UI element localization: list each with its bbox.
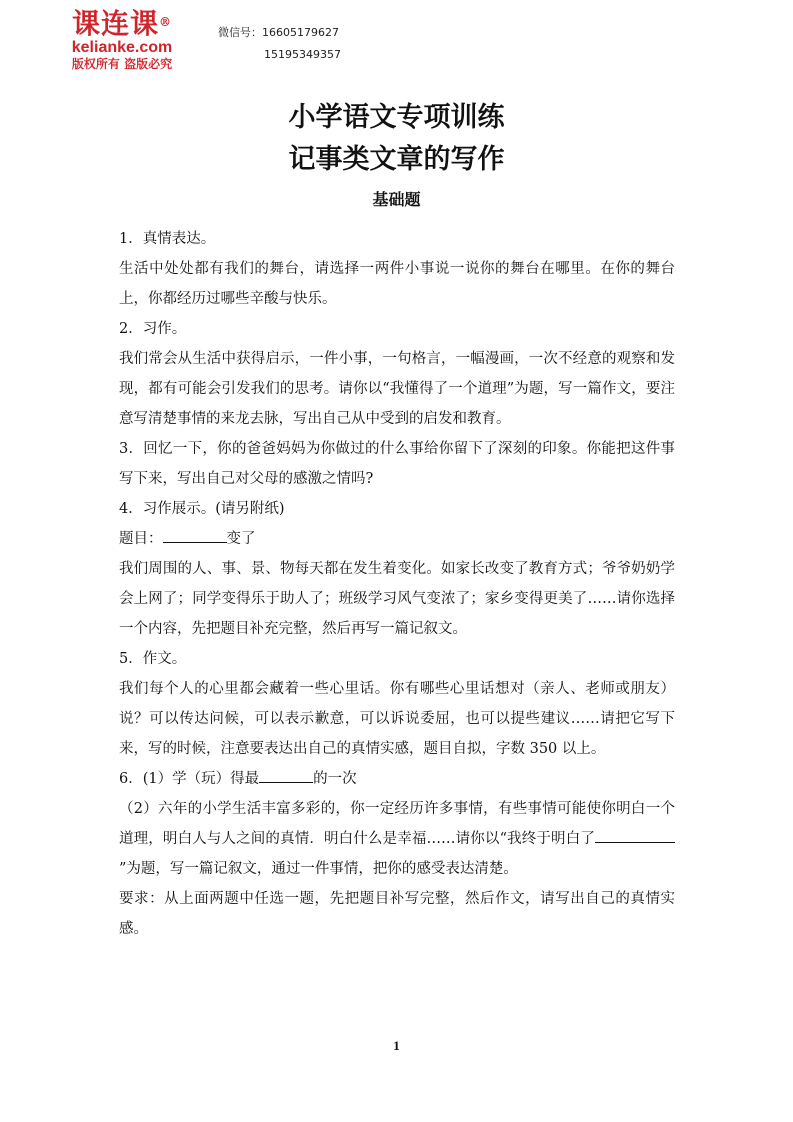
q6-part2-blank <box>595 824 675 843</box>
q6-part2-suffix: ”为题，写一篇记叙文，通过一件事情，把你的感受表达清楚。 <box>119 861 518 877</box>
q4-topic-line <box>119 524 675 554</box>
q1-heading: 1．真情表达。 <box>119 231 216 247</box>
phone-number-2: 15195349357 <box>264 48 341 61</box>
page-number: 1 <box>393 1038 400 1053</box>
q2-body: 我们常会从生活中获得启示，一件小事，一句格言，一幅漫画，一次不经意的观察和发现，都有可能会引发我们的思考。请你以“我懂得了一个道理”为题，写一篇作文，要注意写清楚事情的来龙去脉，写出自己从中受到的启发和教育。 <box>119 351 675 427</box>
q4-body: 我们周围的人、事、景、物每天都在发生着变化。如家长改变了教育方式；爷爷奶奶学会上网了；同学变得乐于助人了；班级学习风气变浓了；家乡变得更美了……请你选择一个内容，先把题目补充完整，然后再写一篇记叙文。 <box>119 561 675 637</box>
q6-part2-prefix: （2）六年的小学生活丰富多彩的，你一定经历许多事情，有些事情可能使你明白一个道理，明白人与人之间的真情．明白什么是幸福……请你以“我终于明白了 <box>119 801 675 847</box>
document-title-line2: 记事类文章的写作 <box>288 144 505 175</box>
q3-body: 3．回忆一下，你的爸爸妈妈为你做过的什么事给你留下了深刻的印象。你能把这件事写下来，写出自己对父母的感激之情吗? <box>119 441 675 487</box>
q4-topic-prefix: 题目： <box>119 531 163 547</box>
question-list <box>119 224 675 944</box>
q4-topic-blank <box>163 524 227 543</box>
q6-requirement: 要求：从上面两题中任选一题，先把题目补写完整，然后作文，请写出自己的真情实感。 <box>119 891 675 937</box>
logo-url: kelianke.com <box>71 39 173 56</box>
q1-body: 生活中处处都有我们的舞台，请选择一两件小事说一说你的舞台在哪里。在你的舞台上，你都经历过哪些辛酸与快乐。 <box>119 261 675 307</box>
q4-topic-suffix: 变了 <box>226 531 256 547</box>
brand-logo <box>57 8 187 72</box>
q5-heading: 5．作文。 <box>119 651 187 667</box>
q2-heading: 2．习作。 <box>119 321 187 337</box>
logo-chinese-name: 课连课® <box>71 7 172 40</box>
q6-part2 <box>119 794 675 884</box>
wechat-number: 微信号：16605179627 <box>218 26 339 39</box>
logo-slogan: 版权所有 盗版必究 <box>71 57 173 71</box>
section-title: 基础题 <box>372 190 421 209</box>
q6-part1-suffix: 的一次 <box>313 771 357 787</box>
document-title-line1: 小学语文专项训练 <box>288 102 505 133</box>
q4-heading: 4．习作展示。(请另附纸) <box>119 501 285 517</box>
q5-body: 我们每个人的心里都会藏着一些心里话。你有哪些心里话想对（亲人、老师或朋友）说？可以传达问候，可以表示歉意，可以诉说委屈，也可以提些建议……请把它写下来，写的时候，注意要表达出自己的真情实感，题目自拟，字数 350 以上。 <box>119 681 675 757</box>
q6-part1-blank <box>259 764 313 783</box>
q6-part1 <box>119 764 675 794</box>
registered-mark: ® <box>159 15 172 29</box>
contact-info <box>218 22 341 66</box>
q6-part1-prefix: 6．(1）学（玩）得最 <box>119 771 260 787</box>
